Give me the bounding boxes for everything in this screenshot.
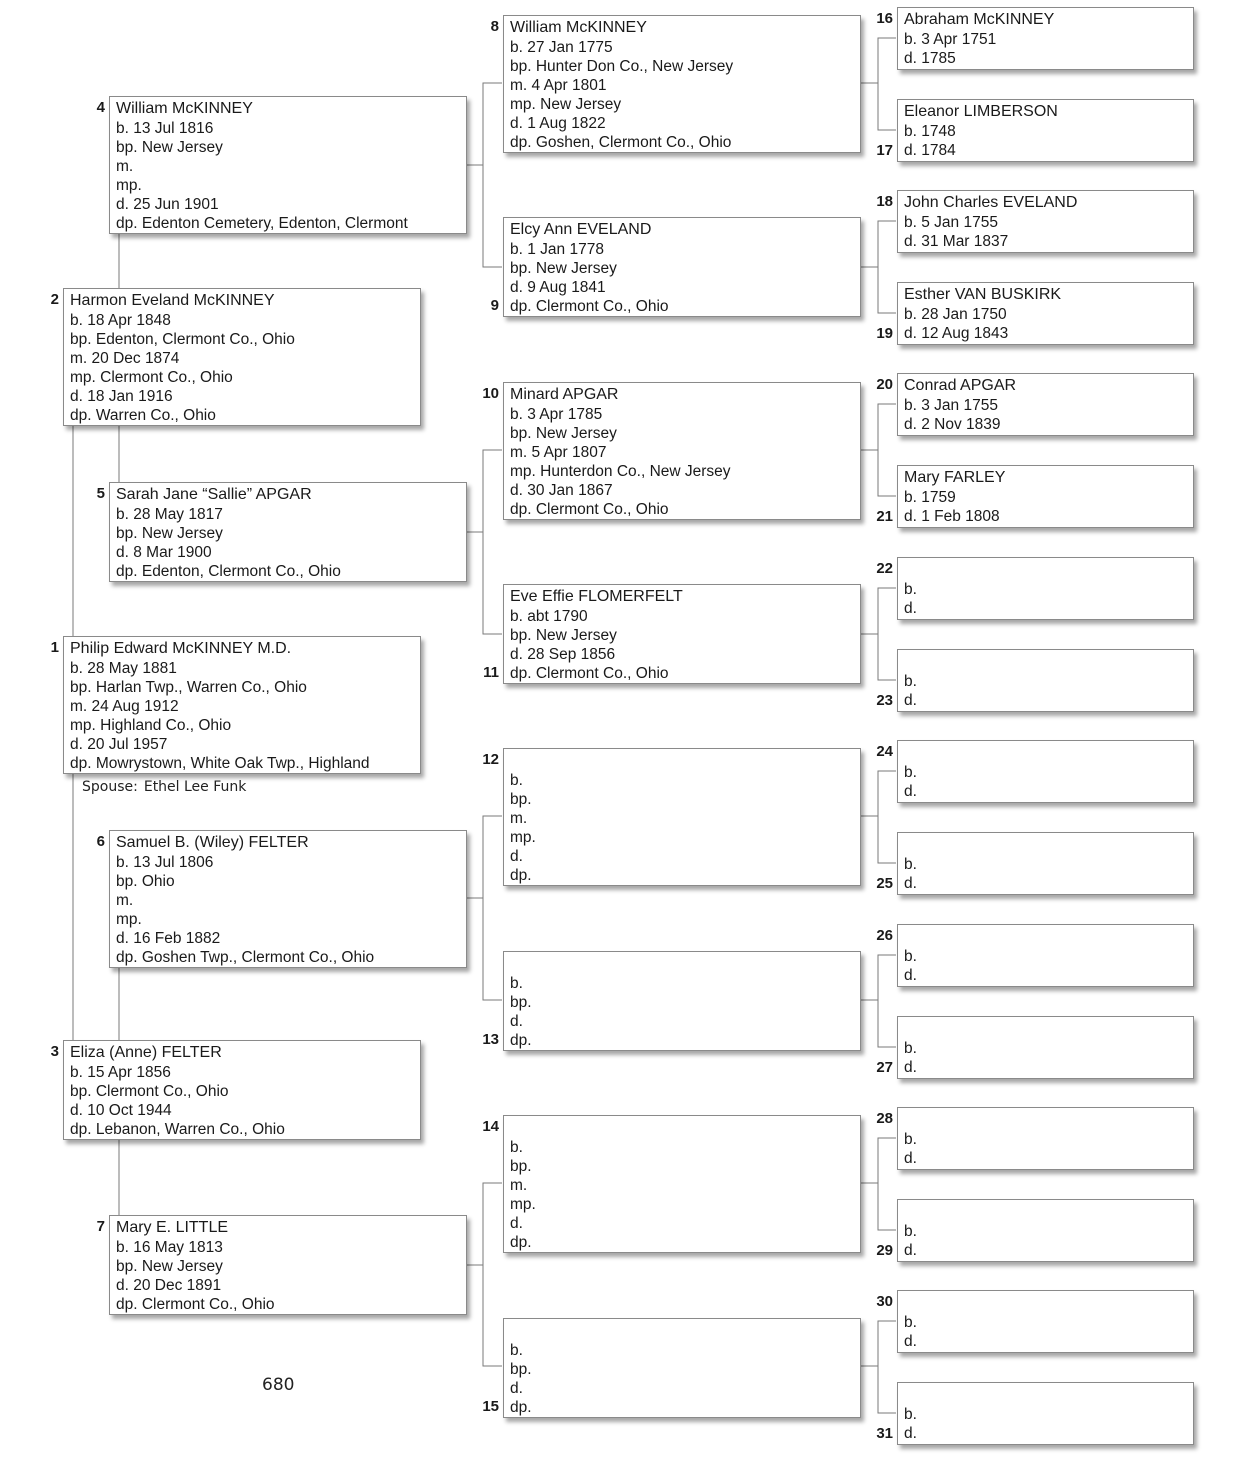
person-name: Mary FARLEY: [904, 469, 1006, 486]
person-detail: dp. Clermont Co., Ohio: [116, 1296, 275, 1313]
person-detail: b. 18 Apr 1848: [70, 312, 171, 329]
person-detail: bp. Clermont Co., Ohio: [70, 1083, 229, 1100]
person-box-13: [503, 951, 861, 1051]
person-detail: d. 16 Feb 1882: [116, 930, 221, 947]
person-box-23: [897, 649, 1194, 712]
person-detail: m. 20 Dec 1874: [70, 350, 180, 367]
person-box-7: [109, 1215, 467, 1315]
person-box-20: [897, 373, 1194, 436]
ancestor-number: 29: [876, 1242, 893, 1259]
person-detail: d.: [904, 1150, 917, 1167]
person-name: [510, 751, 854, 771]
ancestor-number: 23: [876, 692, 893, 709]
person-box-29: [897, 1199, 1194, 1262]
person-detail: bp. Edenton, Clermont Co., Ohio: [70, 331, 295, 348]
person-detail: b.: [904, 581, 917, 598]
ancestor-number: 25: [876, 875, 893, 892]
person-name: John Charles EVELAND: [904, 194, 1078, 211]
person-detail: bp. Ohio: [116, 873, 175, 890]
person-detail: bp. New Jersey: [116, 525, 223, 542]
person-detail: b.: [510, 1342, 523, 1359]
person-detail: dp.: [510, 867, 532, 884]
ancestor-number: 4: [96, 99, 105, 116]
person-box-17: [897, 99, 1194, 162]
person-name: Eleanor LIMBERSON: [904, 103, 1058, 120]
person-box-9: [503, 217, 861, 317]
person-detail: dp. Mowrystown, White Oak Twp., Highland: [70, 755, 370, 772]
person-name: [510, 1118, 854, 1138]
person-name: [904, 743, 1187, 763]
person-name: Esther VAN BUSKIRK: [904, 286, 1062, 303]
person-box-19: [897, 282, 1194, 345]
person-detail: b.: [510, 975, 523, 992]
person-detail: b.: [510, 772, 523, 789]
ancestor-number: 8: [490, 18, 499, 35]
ancestor-number: 14: [482, 1118, 499, 1135]
person-detail: b. 28 Jan 1750: [904, 306, 1007, 323]
person-box-26: [897, 924, 1194, 987]
ancestor-number: 28: [876, 1110, 893, 1127]
ancestor-number: 11: [483, 664, 499, 681]
ancestor-number: 7: [96, 1218, 105, 1235]
person-box-10: [503, 382, 861, 520]
ancestor-number: 24: [876, 743, 893, 760]
person-detail: b. 3 Apr 1785: [510, 406, 603, 423]
person-detail: b. 1759: [904, 489, 956, 506]
person-detail: b. 28 May 1817: [116, 506, 223, 523]
person-detail: b.: [904, 764, 917, 781]
person-detail: b.: [904, 1223, 917, 1240]
person-detail: d.: [904, 1242, 917, 1259]
person-detail: d.: [904, 967, 917, 984]
person-box-2: [63, 288, 421, 426]
person-name: [904, 927, 1187, 947]
person-name: [510, 954, 854, 974]
person-detail: m. 5 Apr 1807: [510, 444, 607, 461]
person-detail: d.: [904, 783, 917, 800]
person-box-24: [897, 740, 1194, 803]
person-name: [904, 1293, 1187, 1313]
person-box-31: [897, 1382, 1194, 1445]
person-detail: mp.: [116, 911, 142, 928]
person-box-22: [897, 557, 1194, 620]
ancestor-number: 22: [876, 560, 893, 577]
person-detail: b.: [904, 1040, 917, 1057]
person-detail: d. 12 Aug 1843: [904, 325, 1009, 342]
person-name: [904, 1019, 1187, 1039]
person-detail: m. 4 Apr 1801: [510, 77, 607, 94]
person-detail: dp. Warren Co., Ohio: [70, 407, 216, 424]
person-box-8: [503, 15, 861, 153]
ancestor-number: 20: [876, 376, 893, 393]
person-box-18: [897, 190, 1194, 253]
person-detail: dp.: [510, 1234, 532, 1251]
person-name: [904, 652, 1187, 672]
ancestor-number: 19: [876, 325, 893, 342]
person-detail: mp.: [510, 829, 536, 846]
person-detail: d. 31 Mar 1837: [904, 233, 1009, 250]
person-detail: dp.: [510, 1032, 532, 1049]
person-detail: bp. New Jersey: [510, 425, 617, 442]
person-detail: b. 1748: [904, 123, 956, 140]
ancestor-number: 26: [876, 927, 893, 944]
ancestor-number: 30: [876, 1293, 893, 1310]
ancestor-number: 16: [876, 10, 893, 27]
spouse-name: Ethel Lee Funk: [143, 779, 247, 795]
person-detail: d.: [510, 1215, 523, 1232]
person-detail: d.: [510, 1380, 523, 1397]
person-box-4: [109, 96, 467, 234]
person-detail: b. 15 Apr 1856: [70, 1064, 171, 1081]
person-detail: bp.: [510, 1158, 532, 1175]
spouse-note: [82, 779, 246, 795]
person-detail: d. 25 Jun 1901: [116, 196, 219, 213]
ancestor-number: 17: [876, 142, 893, 159]
person-detail: b.: [904, 1131, 917, 1148]
person-box-3: [63, 1040, 421, 1140]
person-detail: d. 20 Jul 1957: [70, 736, 168, 753]
person-box-14: [503, 1115, 861, 1253]
person-name: Philip Edward McKINNEY M.D.: [70, 640, 292, 657]
person-detail: b. 27 Jan 1775: [510, 39, 613, 56]
person-detail: d. 18 Jan 1916: [70, 388, 173, 405]
person-detail: mp. Hunterdon Co., New Jersey: [510, 463, 731, 480]
person-detail: b. 3 Apr 1751: [904, 31, 997, 48]
person-name: [510, 1321, 854, 1341]
person-detail: d. 10 Oct 1944: [70, 1102, 172, 1119]
person-box-27: [897, 1016, 1194, 1079]
person-detail: bp. New Jersey: [510, 260, 617, 277]
person-detail: bp. New Jersey: [116, 139, 223, 156]
person-detail: b. 3 Jan 1755: [904, 397, 998, 414]
person-detail: dp. Goshen Twp., Clermont Co., Ohio: [116, 949, 375, 966]
person-detail: b.: [904, 948, 917, 965]
person-detail: dp. Goshen, Clermont Co., Ohio: [510, 134, 732, 151]
person-box-28: [897, 1107, 1194, 1170]
ancestor-number: 6: [96, 833, 105, 850]
person-name: William McKINNEY: [510, 19, 647, 36]
person-name: [904, 560, 1187, 580]
person-detail: dp. Clermont Co., Ohio: [510, 501, 669, 518]
person-name: [904, 1385, 1187, 1405]
person-name: [904, 1110, 1187, 1130]
person-detail: d.: [904, 692, 917, 709]
person-detail: d.: [904, 1425, 917, 1442]
person-name: [904, 1202, 1187, 1222]
person-detail: b. abt 1790: [510, 608, 588, 625]
person-detail: mp. Highland Co., Ohio: [70, 717, 232, 734]
person-name: Minard APGAR: [510, 386, 619, 403]
person-detail: d. 30 Jan 1867: [510, 482, 613, 499]
person-detail: dp. Edenton, Clermont Co., Ohio: [116, 563, 341, 580]
page-number: 680: [262, 1375, 295, 1395]
ancestor-number: 9: [490, 297, 499, 314]
person-box-5: [109, 482, 467, 582]
person-detail: bp. Harlan Twp., Warren Co., Ohio: [70, 679, 307, 696]
person-detail: d.: [904, 600, 917, 617]
person-detail: m. 24 Aug 1912: [70, 698, 179, 715]
person-detail: bp. New Jersey: [510, 627, 617, 644]
person-name: Samuel B. (Wiley) FELTER: [116, 834, 309, 851]
person-detail: b.: [904, 1314, 917, 1331]
person-detail: mp. New Jersey: [510, 96, 622, 113]
ancestor-number: 21: [876, 508, 893, 525]
person-detail: dp. Lebanon, Warren Co., Ohio: [70, 1121, 285, 1138]
person-detail: d. 8 Mar 1900: [116, 544, 212, 561]
person-detail: bp. New Jersey: [116, 1258, 223, 1275]
ancestor-number: 3: [50, 1043, 59, 1060]
person-box-1: [63, 636, 421, 774]
person-name: Eliza (Anne) FELTER: [70, 1044, 222, 1061]
person-name: Abraham McKINNEY: [904, 11, 1055, 28]
person-detail: m.: [510, 810, 528, 827]
person-detail: d.: [904, 1333, 917, 1350]
ancestor-number: 1: [50, 639, 59, 656]
person-detail: bp.: [510, 1361, 532, 1378]
person-detail: bp.: [510, 791, 532, 808]
person-detail: m.: [510, 1177, 528, 1194]
person-detail: dp. Clermont Co., Ohio: [510, 665, 669, 682]
ancestor-number: 12: [482, 751, 499, 768]
person-detail: b.: [510, 1139, 523, 1156]
person-detail: d. 9 Aug 1841: [510, 279, 606, 296]
person-detail: m.: [116, 158, 134, 175]
person-box-6: [109, 830, 467, 968]
person-detail: d. 1 Feb 1808: [904, 508, 1000, 525]
person-detail: d. 1 Aug 1822: [510, 115, 606, 132]
person-name: Eve Effie FLOMERFELT: [510, 588, 683, 605]
person-detail: b. 13 Jul 1806: [116, 854, 214, 871]
person-detail: d. 1784: [904, 142, 956, 159]
person-detail: bp.: [510, 994, 532, 1011]
person-detail: dp.: [510, 1399, 532, 1416]
person-detail: d. 2 Nov 1839: [904, 416, 1001, 433]
person-box-25: [897, 832, 1194, 895]
person-name: Mary E. LITTLE: [116, 1219, 229, 1236]
person-detail: d.: [510, 848, 523, 865]
person-name: Sarah Jane “Sallie” APGAR: [116, 486, 312, 503]
person-detail: d. 1785: [904, 50, 956, 67]
person-name: William McKINNEY: [116, 100, 253, 117]
person-detail: b.: [904, 856, 917, 873]
person-detail: d. 28 Sep 1856: [510, 646, 616, 663]
person-detail: b.: [904, 1406, 917, 1423]
person-detail: b.: [904, 673, 917, 690]
person-detail: m.: [116, 892, 134, 909]
person-detail: mp.: [116, 177, 142, 194]
person-box-12: [503, 748, 861, 886]
person-detail: b. 13 Jul 1816: [116, 120, 214, 137]
person-detail: b. 5 Jan 1755: [904, 214, 998, 231]
person-name: Conrad APGAR: [904, 377, 1017, 394]
ancestor-number: 13: [482, 1031, 499, 1048]
ancestor-number: 15: [482, 1398, 499, 1415]
ancestor-number: 5: [96, 485, 105, 502]
person-detail: mp. Clermont Co., Ohio: [70, 369, 233, 386]
ancestor-number: 10: [482, 385, 499, 402]
ancestor-number: 2: [50, 291, 59, 308]
person-detail: d.: [904, 1059, 917, 1076]
person-detail: b. 1 Jan 1778: [510, 241, 604, 258]
ancestor-number: 27: [876, 1059, 893, 1076]
person-detail: dp. Edenton Cemetery, Edenton, Clermont: [116, 215, 408, 232]
person-detail: mp.: [510, 1196, 536, 1213]
person-box-15: [503, 1318, 861, 1418]
person-detail: b. 28 May 1881: [70, 660, 177, 677]
person-box-16: [897, 7, 1194, 70]
person-detail: d. 20 Dec 1891: [116, 1277, 222, 1294]
person-detail: b. 16 May 1813: [116, 1239, 223, 1256]
person-detail: d.: [510, 1013, 523, 1030]
ancestor-number: 31: [876, 1425, 893, 1442]
person-box-30: [897, 1290, 1194, 1353]
person-name: [904, 835, 1187, 855]
person-box-11: [503, 584, 861, 684]
person-detail: dp. Clermont Co., Ohio: [510, 298, 669, 315]
spouse-label: Spouse:: [82, 779, 138, 795]
person-detail: bp. Hunter Don Co., New Jersey: [510, 58, 734, 75]
person-name: Elcy Ann EVELAND: [510, 221, 652, 238]
ancestor-number: 18: [876, 193, 893, 210]
person-detail: d.: [904, 875, 917, 892]
person-box-21: [897, 465, 1194, 528]
person-name: Harmon Eveland McKINNEY: [70, 292, 275, 309]
